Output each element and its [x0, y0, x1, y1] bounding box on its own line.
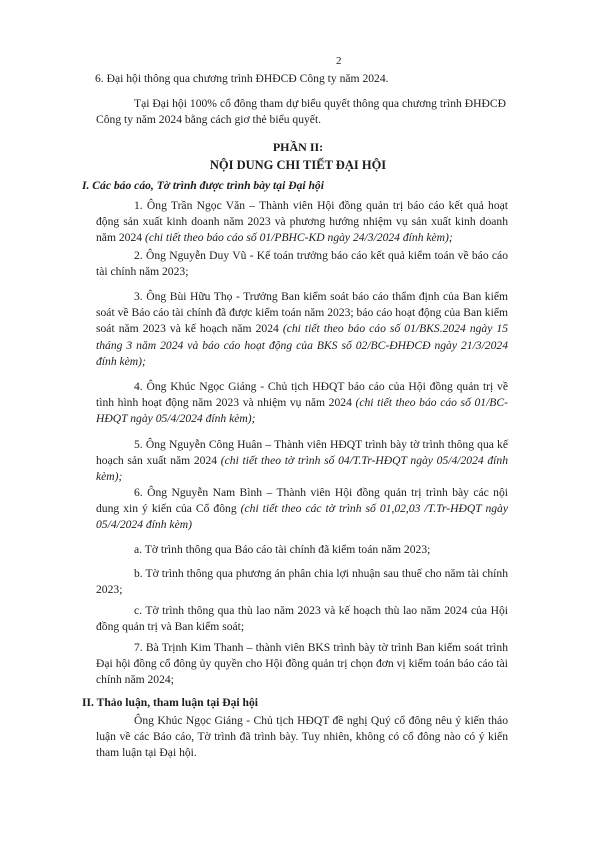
report-item-5: 5. Ông Nguyễn Công Huân – Thành viên HĐQT trình bày tờ trình thông qua kế hoạch sản xuất năm 2024 (chi tiết theo tờ trình số 04/T.Tr-HĐQT ngày 05/4/2024 đính kèm); [96, 438, 508, 484]
report-item-3: 3. Ông Bùi Hữu Thọ - Trưởng Ban kiểm soát báo cáo thẩm định của Ban kiểm soát về Báo cáo tài chính đã được kiểm toán năm 2023; báo cáo hoạt động của Ban kiểm soát năm 2023 và kế hoạch năm 2024 (chi tiết theo báo cáo số 01/BKS.2024 ngày 15 tháng 3 năm 2024 và báo cáo hoạt động của BKS số 02/BC-ĐHĐCĐ ngày 21/3/2024 đính kèm); [96, 290, 508, 368]
page-number: 2 [336, 55, 342, 67]
discussion-paragraph: Ông Khúc Ngọc Giáng - Chủ tịch HĐQT đề nghị Quý cổ đông nêu ý kiến thảo luận về các Báo cáo, Tờ trình đã trình bày. Tuy nhiên, không có cổ đông nào có ý kiến tham luận tại Đại hội. [96, 714, 508, 760]
report-item-1: 1. Ông Trần Ngọc Văn – Thành viên Hội đồng quản trị báo cáo kết quả hoạt động sản xuất kinh doanh năm 2023 và phương hướng nhiệm vụ sản xuất kinh doanh năm 2024 (chi tiết theo báo cáo số 01/PBHC-KD ngày 24/3/2024 đính kèm); [96, 199, 508, 245]
vote-paragraph: Tại Đại hội 100% cổ đông tham dự biểu quyết thông qua chương trình ĐHĐCĐ Công ty năm 2024 bằng cách giơ thẻ biểu quyết. [96, 97, 506, 127]
subitem-b: b. Tờ trình thông qua phương án phân chia lợi nhuận sau thuế cho năm tài chính 2023; [96, 567, 508, 597]
part-label: PHẦN II: [272, 140, 324, 154]
section-2-heading: II. Thảo luận, tham luận tại Đại hội [82, 696, 259, 709]
report-item-7: 7. Bà Trịnh Kim Thanh – thành viên BKS trình bày tờ trình Ban kiểm soát trình Đại hội đồng cổ đông ủy quyền cho Hội đồng quản trị chọn đơn vị kiểm toán báo cáo tài chính năm 2024; [96, 641, 508, 687]
section-1-heading: I. Các báo cáo, Tờ trình được trình bày tại Đại hội [82, 179, 324, 192]
subitem-c: c. Tờ trình thông qua thù lao năm 2023 và kế hoạch thù lao năm 2024 của Hội đồng quản trị và Ban kiểm soát; [96, 604, 508, 634]
report-item-2: 2. Ông Nguyễn Duy Vũ - Kế toán trưởng báo cáo kết quả kiểm toán về báo cáo tài chính năm 2023; [96, 249, 508, 279]
subitem-a: a. Tờ trình thông qua Báo cáo tài chính đã kiểm toán năm 2023; [134, 543, 431, 556]
report-item-6: 6. Ông Nguyễn Nam Bình – Thành viên Hội đồng quản trị trình bày các nội dung xin ý kiến của Cổ đông (chi tiết theo các tờ trình số 01,02,03 /T.Tr-HĐQT ngày 05/4/2024 đính kèm) [96, 486, 508, 532]
agenda-item-6: 6. Đại hội thông qua chương trình ĐHĐCĐ Công ty năm 2024. [95, 72, 389, 85]
part-title: NỘI DUNG CHI TIẾT ĐẠI HỘI [209, 158, 387, 172]
report-item-4: 4. Ông Khúc Ngọc Giáng - Chủ tịch HĐQT báo cáo của Hội đồng quản trị về tình hình hoạt động năm 2023 và nhiệm vụ năm 2024 (chi tiết theo báo cáo số 01/BC-HĐQT ngày 05/4/2024 đính kèm); [96, 380, 508, 426]
